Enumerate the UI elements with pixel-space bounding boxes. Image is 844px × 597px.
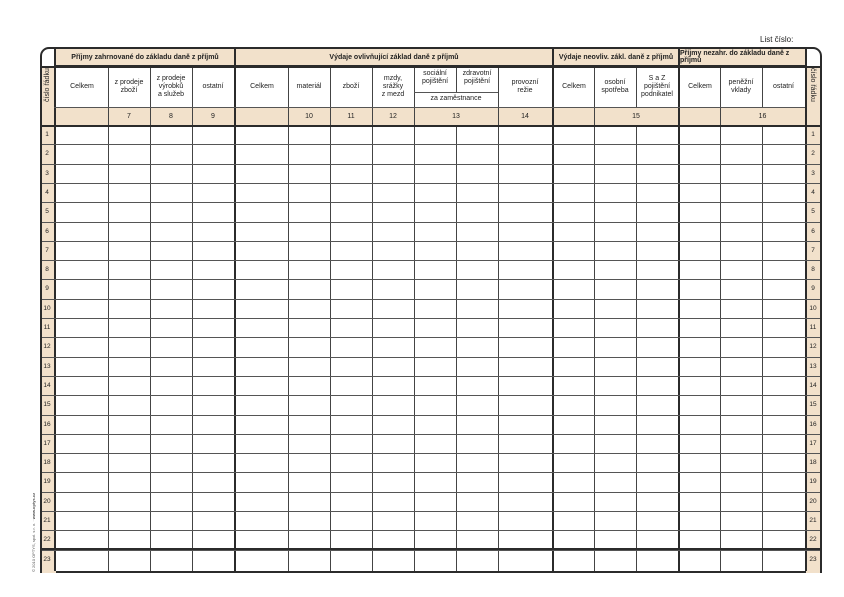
row-separator (42, 241, 820, 242)
row-number: 19 (43, 478, 51, 486)
group-header-nonaffecting-expenses: Výdaje neovliv. zákl. daně z příjmů (554, 49, 678, 66)
row-separator (42, 453, 820, 454)
grid-line (456, 125, 457, 571)
row-separator (42, 511, 820, 512)
group-header-excluded-income: Příjmy nezahr. do základu daně z příjmů (680, 49, 805, 66)
row-separator (42, 260, 820, 261)
sheet-number-label (760, 35, 834, 44)
grid-line (552, 49, 554, 571)
row-number: 22 (809, 536, 817, 544)
row-number: 20 (43, 497, 51, 505)
row-number: 1 (45, 131, 49, 138)
row-number: 9 (811, 285, 815, 293)
row-number: 22 (43, 536, 51, 544)
row-number: 11 (809, 324, 817, 331)
grid-line (762, 67, 763, 107)
col-header-employee-note: za zaměstnance (430, 95, 482, 102)
grid-line (42, 66, 820, 68)
row-number: 17 (809, 439, 817, 447)
row-number: 15 (809, 401, 817, 409)
row-separator (42, 318, 820, 319)
row-separator (42, 376, 820, 377)
col-header-personal-consumption: osobní spotřeba (601, 79, 629, 94)
row-number: 10 (809, 304, 817, 312)
row-separator (42, 548, 820, 550)
grid-line (498, 67, 499, 571)
col-header-income-other: ostatní (202, 83, 224, 90)
row-separator (42, 337, 820, 338)
row-number: 13 (809, 362, 817, 370)
col-header-entrepreneur-insurance: S a Z pojištění podnikatel (641, 75, 673, 98)
row-number: 8 (45, 266, 49, 274)
row-number: 18 (43, 459, 51, 467)
col-header-nonaffecting-total: Celkem (562, 83, 586, 90)
row-number: 5 (45, 208, 49, 216)
row-number: 23 (809, 555, 817, 563)
row-separator (42, 299, 820, 300)
row-number: 11 (43, 324, 51, 331)
row-separator (42, 395, 820, 396)
col-header-expense-total: Celkem (250, 83, 274, 90)
grid-line (414, 67, 415, 571)
column-number: 14 (521, 112, 529, 120)
row-separator (42, 125, 820, 127)
row-number: 21 (43, 517, 51, 524)
row-number: 3 (45, 169, 49, 177)
row-number: 4 (811, 188, 815, 196)
col-header-wages: mzdy, srážky z mezd (381, 75, 405, 98)
row-number: 21 (809, 517, 817, 524)
row-number: 2 (45, 150, 49, 158)
grid-line (54, 49, 56, 571)
row-number: 3 (811, 169, 815, 177)
row-number: 23 (43, 555, 51, 563)
row-number-header-right: číslo řádku (809, 68, 816, 102)
col-header-health-insurance: zdravotní pojištění (462, 70, 492, 85)
column-number: 11 (347, 112, 355, 120)
row-number: 17 (43, 439, 51, 447)
grid-line (150, 67, 151, 571)
row-separator (42, 492, 820, 493)
row-number: 20 (809, 497, 817, 505)
grid-line (414, 92, 498, 93)
grid-line (54, 107, 805, 108)
grid-line (234, 49, 236, 571)
sheet-number-text: List číslo: (760, 35, 794, 44)
row-number: 18 (809, 459, 817, 467)
row-number: 15 (43, 401, 51, 409)
row-separator (42, 222, 820, 223)
col-header-operating-overhead: provozní režie (511, 79, 539, 94)
grid-line (192, 67, 193, 571)
row-separator (42, 415, 820, 416)
col-header-excluded-other: ostatní (772, 83, 794, 90)
row-separator (42, 472, 820, 473)
col-header-income-total: Celkem (70, 83, 94, 90)
row-separator (42, 530, 820, 531)
column-number: 7 (127, 112, 131, 120)
row-number: 12 (809, 343, 817, 351)
grid-line (288, 67, 289, 571)
row-number: 8 (811, 266, 815, 274)
row-number-header-left: číslo řádku (44, 68, 51, 102)
row-number: 7 (45, 246, 49, 254)
col-header-social-insurance: sociální pojištění (421, 70, 449, 85)
row-separator (42, 550, 820, 551)
row-number: 7 (811, 246, 815, 254)
col-header-goods-sales: z prodeje zboží (114, 79, 144, 94)
col-header-products-services: z prodeje výrobků a služeb (156, 75, 186, 98)
column-number: 9 (211, 112, 215, 120)
grid-line (330, 67, 331, 571)
column-number: 15 (632, 112, 640, 120)
grid-line (594, 67, 595, 571)
column-number: 10 (305, 112, 313, 120)
column-number: 16 (758, 112, 767, 120)
column-number: 13 (452, 112, 460, 120)
column-number: 12 (389, 112, 397, 120)
copyright-note: © 2010 OPTYS, spol. s r. o. · www.optys.cz (31, 492, 36, 572)
row-separator (42, 202, 820, 203)
grid-line (636, 125, 637, 571)
grid-line (456, 67, 457, 92)
row-number: 14 (43, 381, 51, 389)
grid-line (720, 67, 721, 571)
row-separator (42, 164, 820, 165)
group-header-expenses: Výdaje ovlivňující základ daně z příjmů (236, 49, 552, 66)
row-number: 6 (45, 227, 49, 235)
grid-line (636, 67, 637, 107)
row-number: 19 (809, 478, 817, 486)
row-number: 10 (43, 304, 51, 312)
row-number: 16 (809, 420, 817, 428)
group-header-income: Příjmy zahrnované do základu daně z příjmů (56, 49, 234, 66)
grid-line (678, 49, 680, 571)
row-separator (42, 183, 820, 184)
row-number: 4 (45, 188, 49, 196)
row-number: 1 (811, 131, 815, 138)
grid-line (372, 67, 373, 571)
row-number: 16 (43, 420, 51, 428)
row-number: 12 (43, 343, 51, 351)
row-number: 2 (811, 150, 815, 158)
row-separator (42, 434, 820, 435)
grid-line (762, 125, 763, 571)
row-number: 9 (45, 285, 49, 293)
row-number: 13 (43, 362, 51, 370)
col-header-excluded-total: Celkem (688, 83, 712, 90)
grid-line (108, 67, 109, 571)
row-number: 6 (811, 227, 815, 235)
row-number: 14 (809, 381, 817, 389)
col-header-material: materiál (296, 83, 322, 90)
col-header-goods: zboží (342, 83, 360, 90)
row-separator (42, 144, 820, 145)
row-number: 5 (811, 208, 815, 216)
row-separator (42, 279, 820, 280)
col-header-cash-deposits: peněžní vklady (728, 79, 754, 94)
row-separator (42, 357, 820, 358)
column-number: 8 (169, 112, 173, 120)
